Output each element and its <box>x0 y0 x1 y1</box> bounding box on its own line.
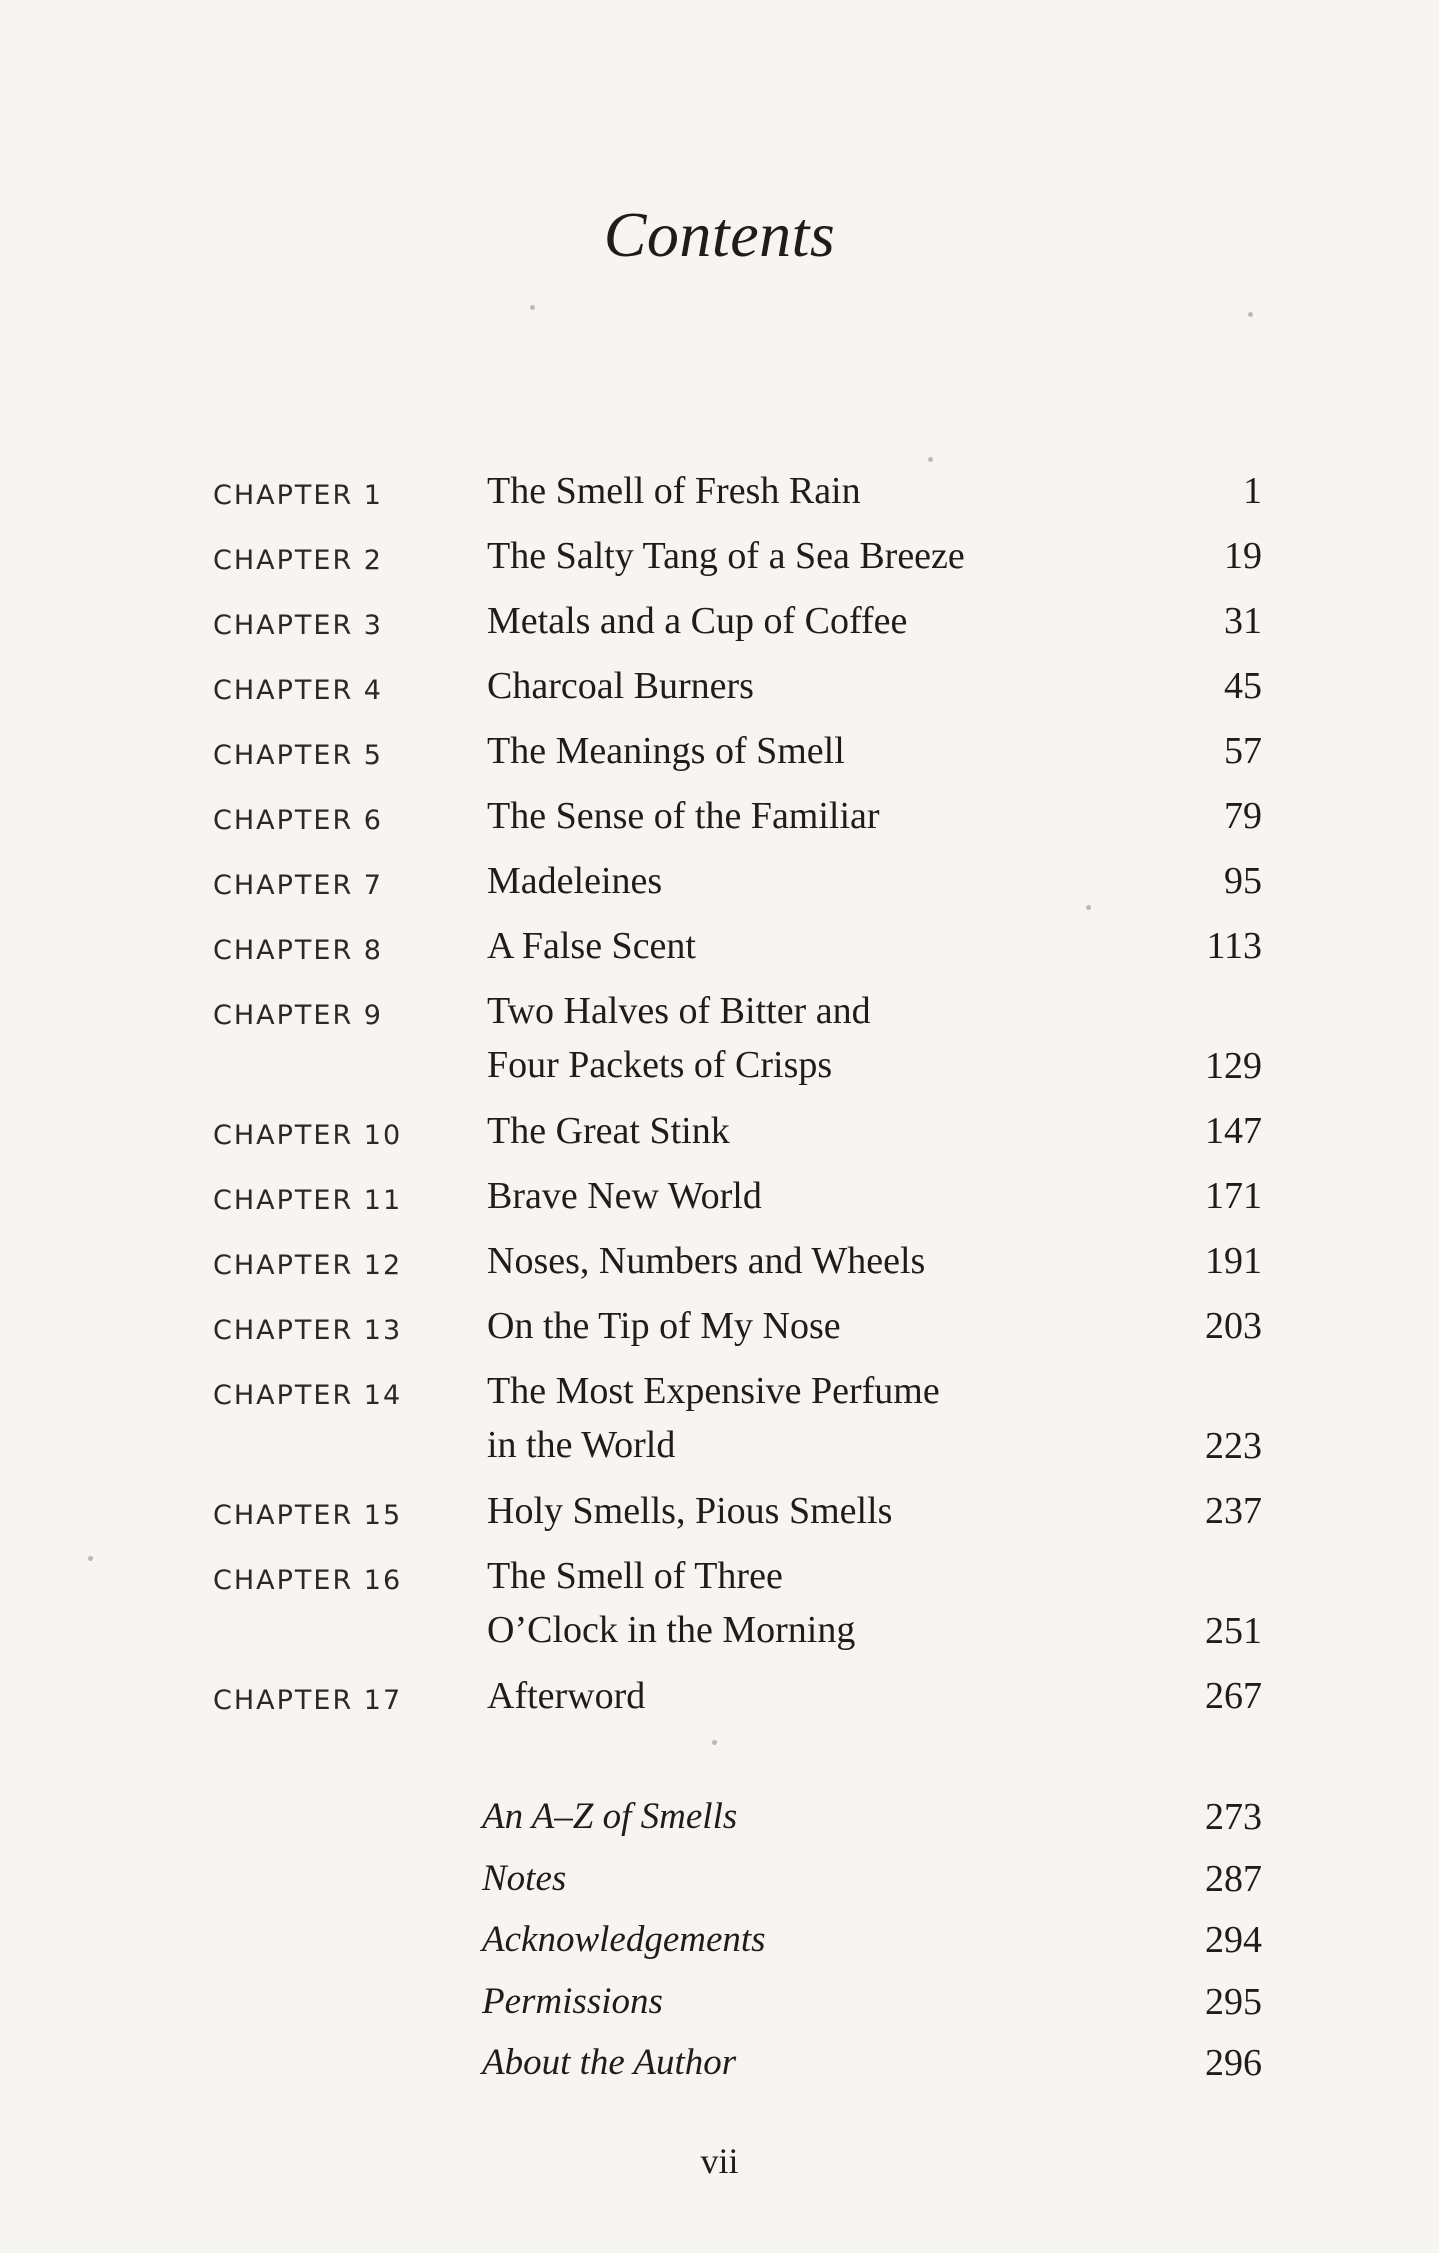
toc-entry <box>0 1364 1439 1484</box>
toc-entry <box>0 1549 1439 1669</box>
chapter-title: The Great Stink <box>487 1110 730 1152</box>
chapter-title: On the Tip of My Nose <box>487 1305 841 1347</box>
chapter-title-line: The Smell of Three <box>487 1555 783 1597</box>
paper-speck <box>712 1740 717 1745</box>
paper-speck <box>88 1556 93 1561</box>
page-number: 203 <box>1205 1305 1262 1347</box>
page-number: 287 <box>1205 1857 1262 1900</box>
chapter-title-line: Four Packets of Crisps <box>487 1044 833 1086</box>
page-number: 267 <box>1205 1675 1262 1717</box>
chapter-title: The Salty Tang of a Sea Breeze <box>487 535 965 577</box>
paper-speck <box>928 457 933 462</box>
chapter-title: Noses, Numbers and Wheels <box>487 1240 926 1282</box>
chapter-title: Charcoal Burners <box>487 665 754 707</box>
page-number: 19 <box>1224 535 1262 577</box>
chapter-title-line: The Most Expensive Perfume <box>487 1370 940 1412</box>
back-matter-entry <box>0 1975 1439 2037</box>
chapter-title-line: O’Clock in the Morning <box>487 1609 856 1651</box>
chapter-title: A False Scent <box>487 925 696 967</box>
chapter-label: CHAPTER 4 <box>213 675 383 706</box>
page-number: 113 <box>1206 925 1262 967</box>
chapter-title <box>487 984 1047 1092</box>
chapter-title: Brave New World <box>487 1175 762 1217</box>
page-number: 251 <box>1205 1610 1262 1652</box>
chapter-label: CHAPTER 5 <box>213 740 383 771</box>
chapter-label: CHAPTER 9 <box>213 1000 383 1031</box>
back-matter-entry <box>0 1790 1439 1852</box>
page-number: 129 <box>1205 1045 1262 1087</box>
toc-entry <box>0 919 1439 984</box>
chapter-title-line: in the World <box>487 1424 676 1466</box>
page-number: 295 <box>1205 1980 1262 2023</box>
paper-speck <box>530 305 535 310</box>
chapter-label: CHAPTER 1 <box>213 480 383 511</box>
page-number: 57 <box>1224 730 1262 772</box>
toc-entry <box>0 464 1439 529</box>
toc-entry <box>0 1169 1439 1234</box>
toc-entry <box>0 789 1439 854</box>
page-number: 223 <box>1205 1425 1262 1467</box>
page-number: 191 <box>1205 1240 1262 1282</box>
page-number: 1 <box>1243 470 1262 512</box>
chapter-title: The Meanings of Smell <box>487 730 845 772</box>
back-matter-list <box>0 1790 1439 2098</box>
back-matter-title: Notes <box>482 1857 567 1899</box>
toc-entry <box>0 1484 1439 1549</box>
page-number: 171 <box>1205 1175 1262 1217</box>
chapter-label: CHAPTER 2 <box>213 545 383 576</box>
chapter-title <box>487 1364 1047 1472</box>
toc-entry <box>0 1299 1439 1364</box>
chapter-label: CHAPTER 12 <box>213 1250 403 1281</box>
back-matter-title: About the Author <box>482 2042 737 2083</box>
chapter-label: CHAPTER 15 <box>213 1500 403 1531</box>
chapter-title <box>487 1549 1047 1657</box>
back-matter-entry <box>0 2036 1439 2098</box>
page-number: 294 <box>1205 1919 1262 1961</box>
page-title: Contents <box>603 199 836 270</box>
toc-entry <box>0 594 1439 659</box>
toc-entry <box>0 854 1439 919</box>
back-matter-title: Permissions <box>482 1980 663 2022</box>
page-number: 296 <box>1205 2042 1262 2084</box>
toc-entry <box>0 724 1439 789</box>
page-number: 45 <box>1224 665 1262 707</box>
chapter-title: Metals and a Cup of Coffee <box>487 600 908 642</box>
page-number: 95 <box>1224 860 1262 902</box>
chapter-label: CHAPTER 7 <box>213 870 383 901</box>
page-number: 147 <box>1205 1110 1262 1152</box>
page-number: 237 <box>1205 1490 1262 1532</box>
chapter-title: The Smell of Fresh Rain <box>487 470 861 512</box>
chapter-title: The Sense of the Familiar <box>487 795 880 837</box>
table-of-contents <box>0 464 1439 1734</box>
chapter-title: Afterword <box>487 1675 646 1717</box>
chapter-label: CHAPTER 6 <box>213 805 383 836</box>
toc-entry <box>0 1669 1439 1734</box>
page-number: 79 <box>1224 795 1262 837</box>
chapter-label: CHAPTER 17 <box>213 1685 403 1716</box>
chapter-label: CHAPTER 8 <box>213 935 383 966</box>
chapter-title: Holy Smells, Pious Smells <box>487 1490 893 1532</box>
chapter-title-line: Two Halves of Bitter and <box>487 990 871 1032</box>
chapter-label: CHAPTER 16 <box>213 1565 403 1596</box>
back-matter-title: Acknowledgements <box>482 1919 766 1960</box>
page-folio: vii <box>700 2141 739 2181</box>
toc-entry <box>0 984 1439 1104</box>
toc-entry <box>0 659 1439 724</box>
chapter-label: CHAPTER 10 <box>213 1120 403 1151</box>
paper-speck <box>1248 312 1253 317</box>
chapter-label: CHAPTER 13 <box>213 1315 403 1346</box>
paper-speck <box>1086 905 1091 910</box>
chapter-label: CHAPTER 14 <box>213 1380 403 1411</box>
toc-entry <box>0 1104 1439 1169</box>
back-matter-entry <box>0 1913 1439 1975</box>
chapter-label: CHAPTER 3 <box>213 610 383 641</box>
chapter-title: Madeleines <box>487 860 663 902</box>
back-matter-title: An A–Z of Smells <box>482 1796 738 1837</box>
back-matter-entry <box>0 1852 1439 1914</box>
toc-entry <box>0 529 1439 594</box>
toc-entry <box>0 1234 1439 1299</box>
chapter-label: CHAPTER 11 <box>213 1185 403 1216</box>
page-number: 273 <box>1205 1796 1262 1838</box>
page-number: 31 <box>1224 600 1262 642</box>
